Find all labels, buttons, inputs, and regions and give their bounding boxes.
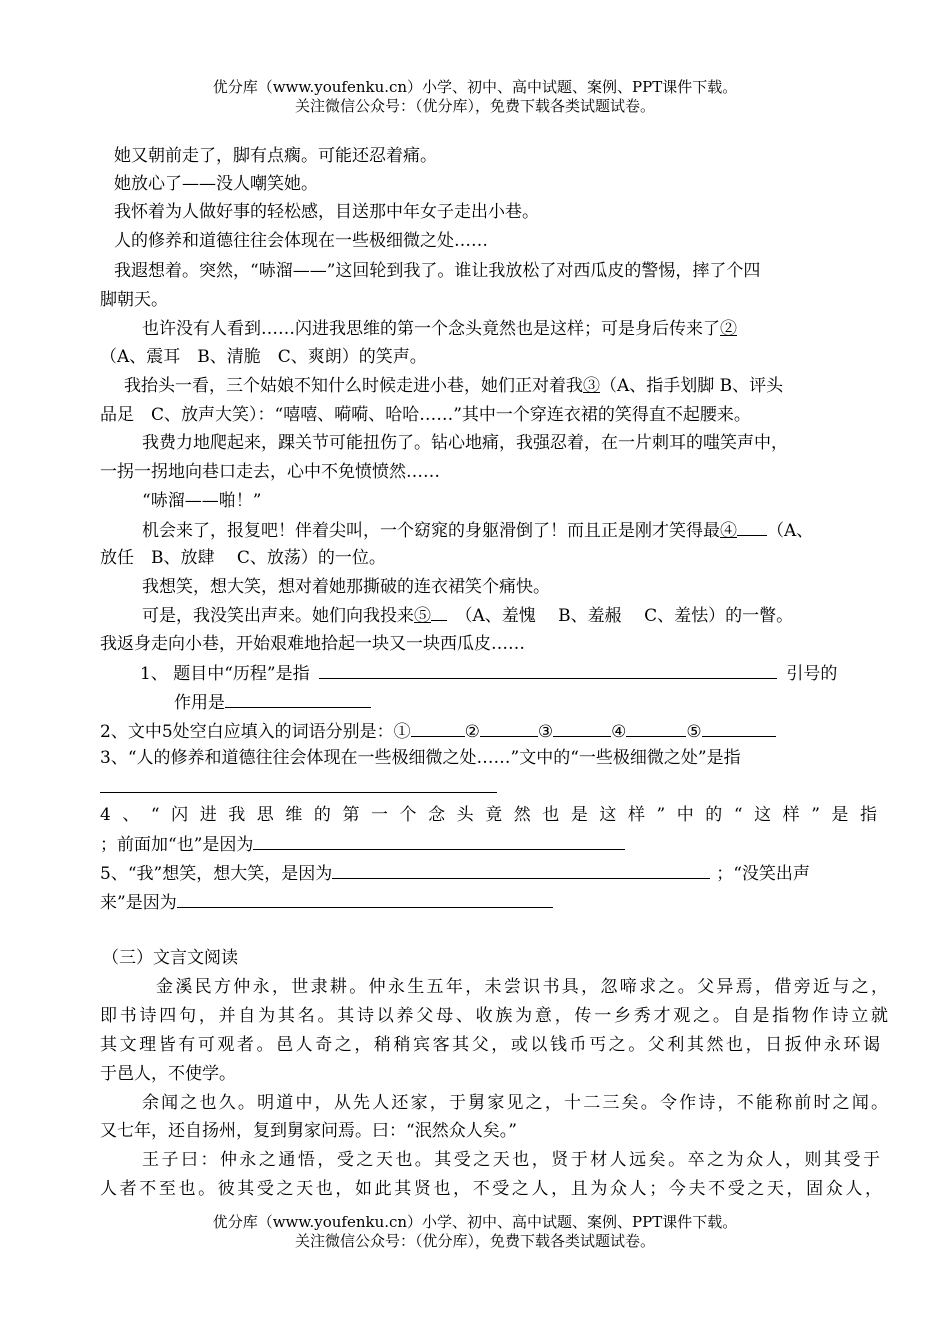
blank-marker-5: ⑤ (414, 606, 431, 626)
question-4: 4、“闪进我思维的第一个念头竟然也是这样”中的“这样”是指 (100, 805, 877, 825)
story-text: 我抬头一看，三个姑娘不知什么时候走进小巷，她们正对着我 (124, 376, 583, 396)
story-paragraph: 我费力地爬起来，踝关节可能扭伤了。钻心地痛，我强忍着，在一片刺耳的嗤笑声中， (142, 433, 788, 453)
question-text: 2、文中5处空白应填入的词语分别是： (100, 722, 394, 742)
story-paragraph: 她又朝前走了，脚有点瘸。可能还忍着痛。 (114, 146, 437, 166)
story-paragraph: “哧溜——啪！” (142, 491, 262, 511)
story-paragraph (124, 373, 880, 399)
story-text: 可是，我没笑出声来。她们向我投来 (142, 606, 414, 626)
answer-blank[interactable] (225, 689, 371, 708)
story-text: （A、指手划脚 B、评头 (600, 376, 784, 396)
question-text: 5、“我”想笑，想大笑，是因为 (100, 864, 333, 884)
question-3-cont (100, 774, 880, 801)
answer-blank[interactable] (702, 718, 776, 737)
question-text: ；前面加“也”是因为 (100, 835, 254, 855)
blank-label: ④ (611, 722, 627, 742)
story-paragraph (142, 602, 880, 629)
story-text: 机会来了，报复吧！伴着尖叫，一个窈窕的身躯滑倒了！而且正是刚才笑得最 (142, 521, 720, 541)
blank-label: ① (393, 722, 411, 742)
blank-label: ② (464, 722, 480, 742)
classical-text-line: 王子曰：仲永之通悟，受之天也。其受之天也，贤于材人远矣。卒之为众人，则其受于 (142, 1150, 880, 1170)
question-2 (100, 718, 880, 745)
answer-blank[interactable] (480, 718, 538, 737)
classical-text-line: 于邑人，不使学。 (100, 1064, 236, 1084)
blank-label: ⑤ (686, 722, 702, 742)
story-paragraph: 我怀着为人做好事的轻松感，目送那中年女子走出小巷。 (114, 202, 539, 222)
answer-blank[interactable] (253, 831, 625, 850)
classical-text-line: 余闻之也久。明道中，从先人还家，于舅家见之，十二三矣。令作诗，不能称前时之闻。 (142, 1093, 888, 1113)
answer-blank[interactable] (626, 718, 686, 737)
answer-blank[interactable] (411, 718, 465, 737)
blank-line (737, 517, 767, 536)
header-line-2: 关注微信公众号：（优分库），免费下载各类试题试卷。 (294, 97, 655, 115)
story-text: （A、 (767, 521, 814, 541)
question-text: 来”是因为 (100, 893, 177, 913)
footer-line-2: 关注微信公众号：（优分库），免费下载各类试题试卷。 (294, 1232, 655, 1250)
question-text: 1、 题目中“历程”是指 (140, 664, 310, 684)
question-1-cont (174, 689, 880, 716)
story-paragraph: 我想笑，想大笑，想对着她那撕破的连衣裙笑个痛快。 (142, 577, 550, 597)
page-footer (0, 1213, 950, 1251)
classical-text-line: 人者不至也。彼其受之天也，如此其贤也，不受之人，且为众人；今夫不受之天，固众人， (100, 1179, 882, 1199)
page-header (0, 78, 950, 116)
classical-text-line: 金溪民方仲永，世隶耕。仲永生五年，未尝识书具，忽啼求之。父异焉，借旁近与之， (156, 977, 888, 997)
story-paragraph-cont: 我返身走向小巷，开始艰难地拾起一块又一块西瓜皮…… (100, 634, 525, 654)
story-paragraph-cont: 品足 C、放声大笑）：“嘻嘻、嗬嗬、哈哈……”其中一个穿连衣裙的笑得直不起腰来。 (100, 405, 751, 425)
question-4-cont (100, 831, 880, 858)
blank-marker-3: ③ (583, 376, 600, 396)
question-1 (140, 660, 880, 687)
classical-text-line: 即书诗四句，并自为其名。其诗以养父母、收族为意，传一乡秀才观之。自是指物作诗立就 (100, 1006, 888, 1026)
story-paragraph: 我遐想着。突然，“哧溜——”这回轮到我了。谁让我放松了对西瓜皮的警惕，摔了个四 (114, 261, 761, 281)
question-5-cont (100, 889, 880, 916)
classical-text-line: 其文理皆有可观者。邑人奇之，稍稍宾客其父，或以钱币丐之。父利其然也，日扳仲永环谒 (100, 1035, 880, 1055)
answer-blank[interactable] (332, 860, 710, 879)
answer-blank[interactable] (177, 889, 553, 908)
story-paragraph-cont: （A、震耳 B、清脆 C、爽朗）的笑声。 (100, 347, 427, 367)
blank-line (431, 602, 447, 621)
blank-marker-4: ④ (720, 521, 737, 541)
story-text: （A、羞愧 B、羞赧 C、羞怯）的一瞥。 (464, 606, 794, 626)
story-paragraph-cont: 一拐一拐地向巷口走去，心中不免愤愤然…… (100, 462, 440, 482)
question-text: 引号的 (786, 664, 838, 684)
blank-label: ③ (537, 722, 554, 742)
classical-text-line: 又七年，还自扬州，复到舅家问焉。曰：“泯然众人矣。” (100, 1121, 517, 1141)
answer-blank[interactable] (319, 660, 777, 679)
answer-blank[interactable] (100, 774, 497, 793)
story-text: 也许没有人看到……闪进我思维的第一个念头竟然也是这样；可是身后传来了 (142, 319, 720, 339)
story-paragraph: 她放心了——没人嘲笑她。 (114, 174, 318, 194)
story-paragraph-cont: 脚朝天。 (100, 290, 168, 310)
question-text: 作用是 (174, 693, 225, 713)
story-paragraph (142, 517, 880, 544)
footer-line-1: 优分库（www.youfenku.cn）小学、初中、高中试题、案例、PPT课件下载。 (212, 1213, 738, 1231)
question-text: ；“没笑出声 (716, 864, 810, 884)
story-paragraph (142, 316, 880, 342)
section-heading: （三）文言文阅读 (102, 948, 238, 968)
story-paragraph-cont: 放任 B、放肆 C、放荡）的一位。 (100, 548, 386, 568)
blank-marker-2: ② (720, 319, 737, 339)
answer-blank[interactable] (553, 718, 611, 737)
header-line-1: 优分库（www.youfenku.cn）小学、初中、高中试题、案例、PPT课件下载。 (212, 78, 738, 96)
story-paragraph: 人的修养和道德往往会体现在一些极细微之处…… (114, 231, 488, 251)
question-3: 3、“人的修养和道德往往会体现在一些极细微之处……”文中的“一些极细微之处”是指 (100, 748, 741, 768)
question-5 (100, 860, 880, 887)
